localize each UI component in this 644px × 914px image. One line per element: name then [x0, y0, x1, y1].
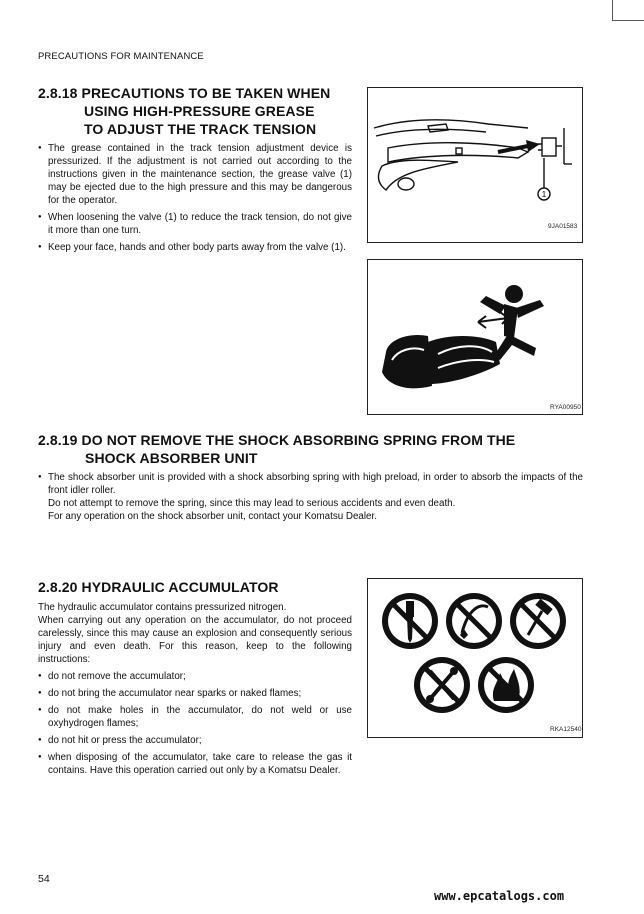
list-item: ● The shock absorber unit is provided with a shock absorbing spring with high preload, in order to absorb the impacts of the front idler roller. Do not attempt to remove the spring, since this may lead to serious accidents and even death. For any operation on the shock absorber unit, contact your Komatsu Dealer. — [38, 471, 583, 523]
section-2-8-19-body — [38, 471, 583, 523]
crop-mark — [612, 0, 613, 20]
no-open-flame-icon — [478, 657, 534, 713]
figure-code: RKA12540 — [550, 726, 582, 733]
list-item: ● do not make holes in the accumulator, do not weld or use oxyhydrogen flames; — [38, 704, 352, 730]
section-2-8-20-body — [38, 601, 352, 781]
list-item: ● The grease contained in the track tension adjustment device is pressurized. If the adjustment is not carried out according to the instructions given in the maintenance section, the grease valve (1) may be ejected due to the high pressure and this may be dangerous for the operator. — [38, 142, 352, 207]
list-item: ● do not bring the accumulator near sparks or naked flames; — [38, 687, 352, 700]
figure-prohibition-signs — [367, 578, 583, 738]
figure-grease-valve — [367, 87, 583, 243]
paragraph: When carrying out any operation on the accumulator, do not proceed carelessly, since this may cause an explosion and consequently serious injury and even death. For this reason, keep to the following instructions: — [38, 615, 352, 665]
no-disassembly-icon — [414, 657, 470, 713]
list-item: ● when disposing of the accumulator, take care to release the gas it contains. Have this operation carried out only by a Komatsu Dealer. — [38, 751, 352, 777]
ejection-hazard-illustration — [368, 260, 582, 414]
list-item: ● do not hit or press the accumulator; — [38, 734, 352, 747]
running-header: PRECAUTIONS FOR MAINTENANCE — [38, 51, 204, 62]
section-title-2-8-18: 2.8.18 PRECAUTIONS TO BE TAKEN WHEN USING HIGH-PRESSURE GREASE TO ADJUST THE TRACK TENSION — [38, 85, 331, 137]
page-number: 54 — [38, 873, 50, 885]
paragraph: The hydraulic accumulator contains pressurized nitrogen. — [38, 602, 287, 613]
section-title-2-8-20: 2.8.20 HYDRAULIC ACCUMULATOR — [38, 579, 279, 595]
no-hammering-icon — [510, 593, 566, 649]
crop-mark — [612, 20, 644, 21]
list-item: ● do not remove the accumulator; — [38, 670, 352, 683]
section-title-2-8-19: 2.8.19 DO NOT REMOVE THE SHOCK ABSORBING SPRING FROM THE SHOCK ABSORBER UNIT — [38, 432, 516, 466]
list-item: ● When loosening the valve (1) to reduce the track tension, do not give it more than one turn. — [38, 211, 352, 237]
figure-code: RYA00950 — [550, 404, 581, 411]
callout-label: 1 — [541, 190, 547, 199]
section-2-8-18-body — [38, 142, 352, 258]
no-welding-icon — [446, 593, 502, 649]
watermark-url[interactable]: www.epcatalogs.com — [434, 889, 565, 903]
figure-code: 9JA01583 — [548, 223, 578, 230]
grease-valve-illustration — [368, 88, 582, 242]
list-item: ● Keep your face, hands and other body parts away from the valve (1). — [38, 241, 352, 254]
figure-ejection-hazard — [367, 259, 583, 415]
no-drilling-icon — [382, 593, 438, 649]
prohibition-signs-illustration — [368, 579, 582, 737]
